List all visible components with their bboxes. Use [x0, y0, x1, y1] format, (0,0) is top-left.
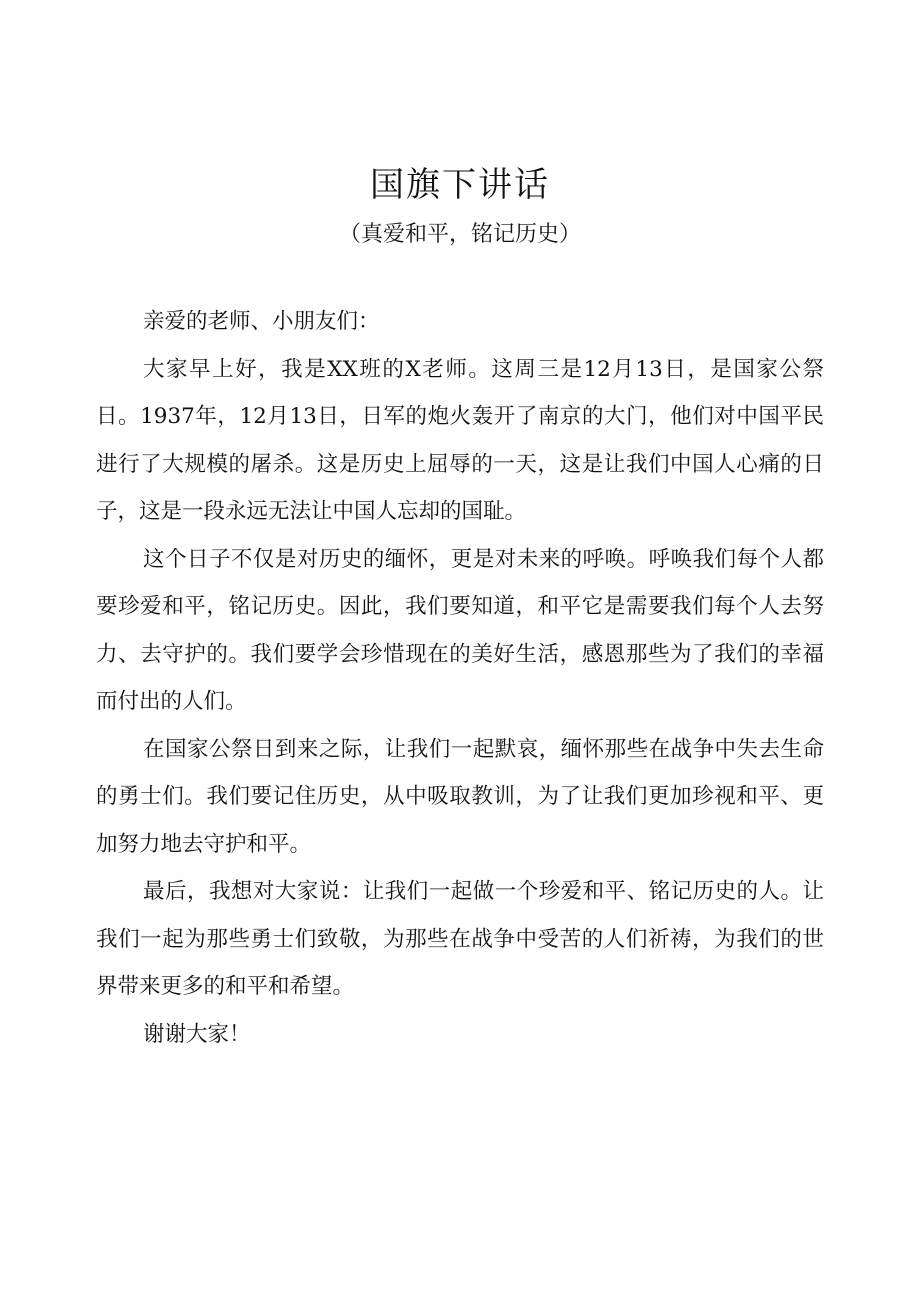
- body-paragraph: 最后，我想对大家说：让我们一起做一个珍爱和平、铭记历史的人。让我们一起为那些勇士们致敬，为那些在战争中受苦的人们祈祷，为我们的世界带来更多的和平和希望。: [96, 879, 824, 999]
- body-paragraph: 在国家公祭日到来之际，让我们一起默哀，缅怀那些在战争中失去生命的勇士们。我们要记住历史，从中吸取教训，为了让我们更加珍视和平、更加努力地去守护和平。: [96, 736, 824, 857]
- page-subtitle: （真爱和平，铭记历史）: [338, 222, 581, 247]
- closing-paragraph: 谢谢大家！: [143, 1021, 251, 1047]
- salutation-paragraph: 亲爱的老师、小朋友们：: [143, 309, 380, 334]
- speech-body: [96, 298, 824, 1058]
- page-title: 国旗下讲话: [370, 165, 550, 205]
- body-paragraph: 大家早上好，我是XX班的X老师。这周三是12月13日，是国家公祭日。1937年，12月13日，日军的炮火轰开了南京的大门，他们对中国平民进行了大规模的屠杀。这是历史上屈辱的一天，这是让我们中国人心痛的日子，这是一段永远无法让中国人忘却的国耻。: [96, 356, 824, 524]
- body-paragraph: 这个日子不仅是对历史的缅怀，更是对未来的呼唤。呼唤我们每个人都要珍爱和平，铭记历史。因此，我们要知道，和平它是需要我们每个人去努力、去守护的。我们要学会珍惜现在的美好生活，感恩那些为了我们的幸福而付出的人们。: [96, 546, 824, 714]
